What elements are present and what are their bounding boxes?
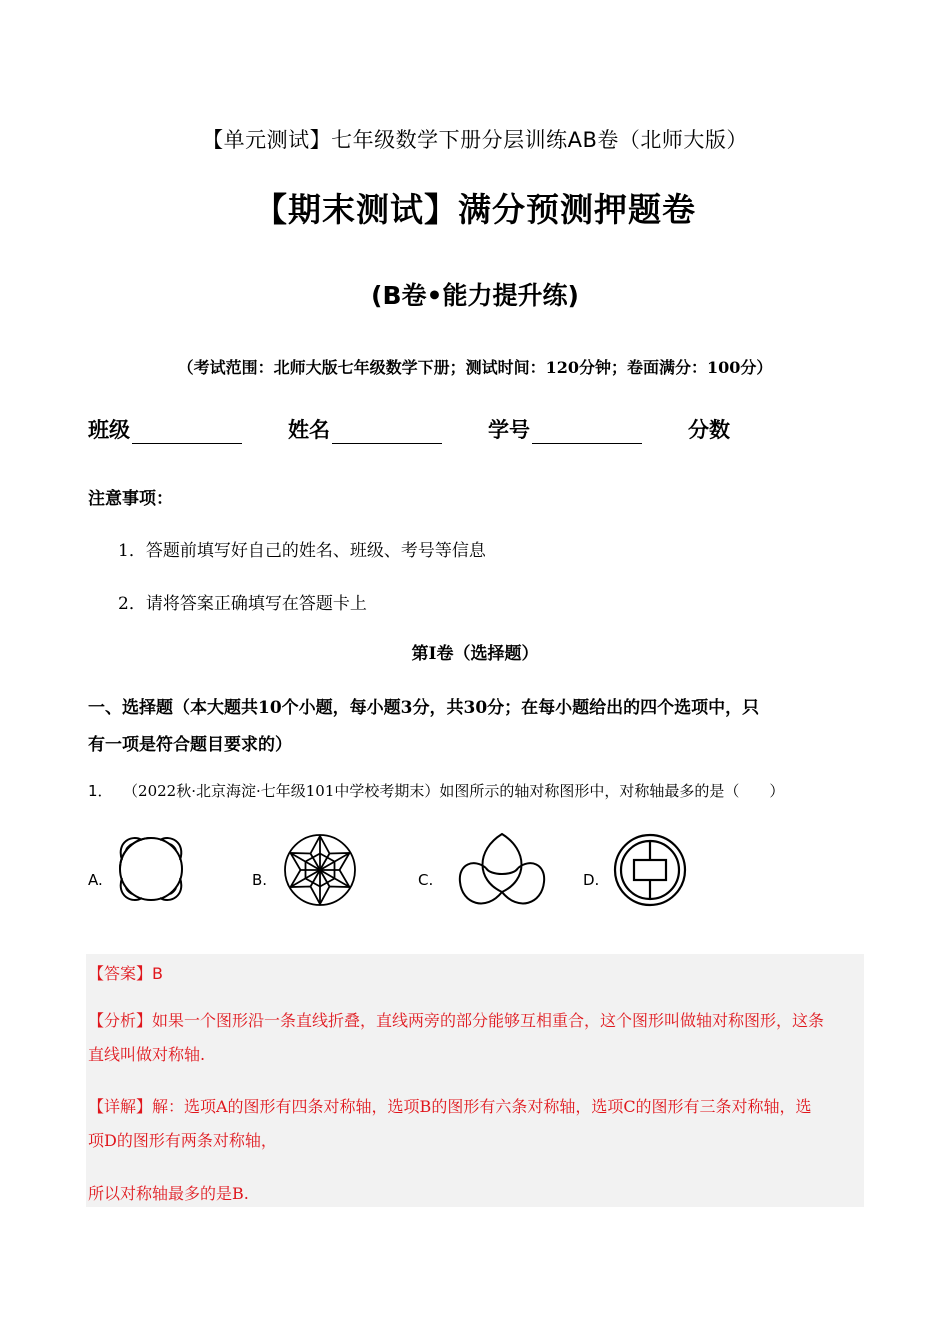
section-heading-line: 有一项是符合题目要求的） [88, 735, 292, 755]
class-label: 班级 [88, 418, 130, 442]
question-stem [88, 780, 784, 801]
answer-panel [86, 954, 864, 1207]
page-title: 【期末测试】满分预测押题卷 [254, 190, 696, 229]
name-blank[interactable] [332, 421, 442, 444]
notice-item: 2．请将答案正确填写在答题卡上 [118, 594, 367, 614]
id-label: 学号 [488, 418, 530, 442]
triquetra-icon[interactable] [456, 830, 548, 910]
option-c-label[interactable]: C. [418, 871, 434, 889]
id-field [488, 414, 642, 444]
conclusion-line: 所以对称轴最多的是B. [88, 1184, 249, 1203]
score-field [688, 414, 730, 444]
page-subtitle: (B卷•能力提升练) [371, 281, 579, 310]
question-text: （2022秋·北京海淀·七年级101中学校考期末）如图所示的轴对称图形中，对称轴最多的是（ ） [130, 782, 785, 800]
notice-item: 1．答题前填写好自己的姓名、班级、考号等信息 [118, 541, 486, 561]
detail-line: 项D的图形有两条对称轴， [88, 1131, 277, 1150]
section-heading [88, 690, 878, 764]
analysis-line: 直线叫做对称轴. [88, 1045, 206, 1064]
answer-line: 【答案】B [88, 964, 163, 983]
notice-heading: 注意事项： [88, 489, 173, 509]
detail-line: 【详解】解：选项A的图形有四条对称轴，选项B的图形有六条对称轴，选项C的图形有三条对称轴，选 [88, 1097, 812, 1116]
question-number: 1． [88, 782, 113, 800]
section-heading-line: 一、选择题（本大题共10个小题，每小题3分，共30分；在每小题给出的四个选项中，只 [88, 698, 760, 718]
class-blank[interactable] [132, 421, 242, 444]
class-field [88, 414, 242, 444]
part-title: 第I卷（选择题） [411, 644, 539, 664]
option-b-label[interactable]: B. [252, 871, 268, 889]
analysis-block [88, 1004, 860, 1072]
hexagram-rosette-icon[interactable] [282, 832, 358, 908]
score-label: 分数 [688, 418, 730, 442]
name-field [288, 414, 442, 444]
series-title: 【单元测试】七年级数学下册分层训练AB卷（北师大版） [202, 128, 748, 152]
analysis-line: 【分析】如果一个图形沿一条直线折叠，直线两旁的部分能够互相重合，这个图形叫做轴对称图形，这条 [88, 1011, 825, 1030]
exam-info: （考试范围：北师大版七年级数学下册；测试时间：120分钟；卷面满分：100分） [177, 358, 773, 377]
coin-square-hole-icon[interactable] [612, 832, 688, 908]
detail-block [88, 1090, 860, 1158]
option-d-label[interactable]: D. [583, 871, 600, 889]
option-a-label[interactable]: A. [88, 871, 103, 889]
four-petal-circle-icon[interactable] [112, 830, 190, 908]
student-info-row [88, 414, 868, 444]
name-label: 姓名 [288, 418, 330, 442]
id-blank[interactable] [532, 421, 642, 444]
